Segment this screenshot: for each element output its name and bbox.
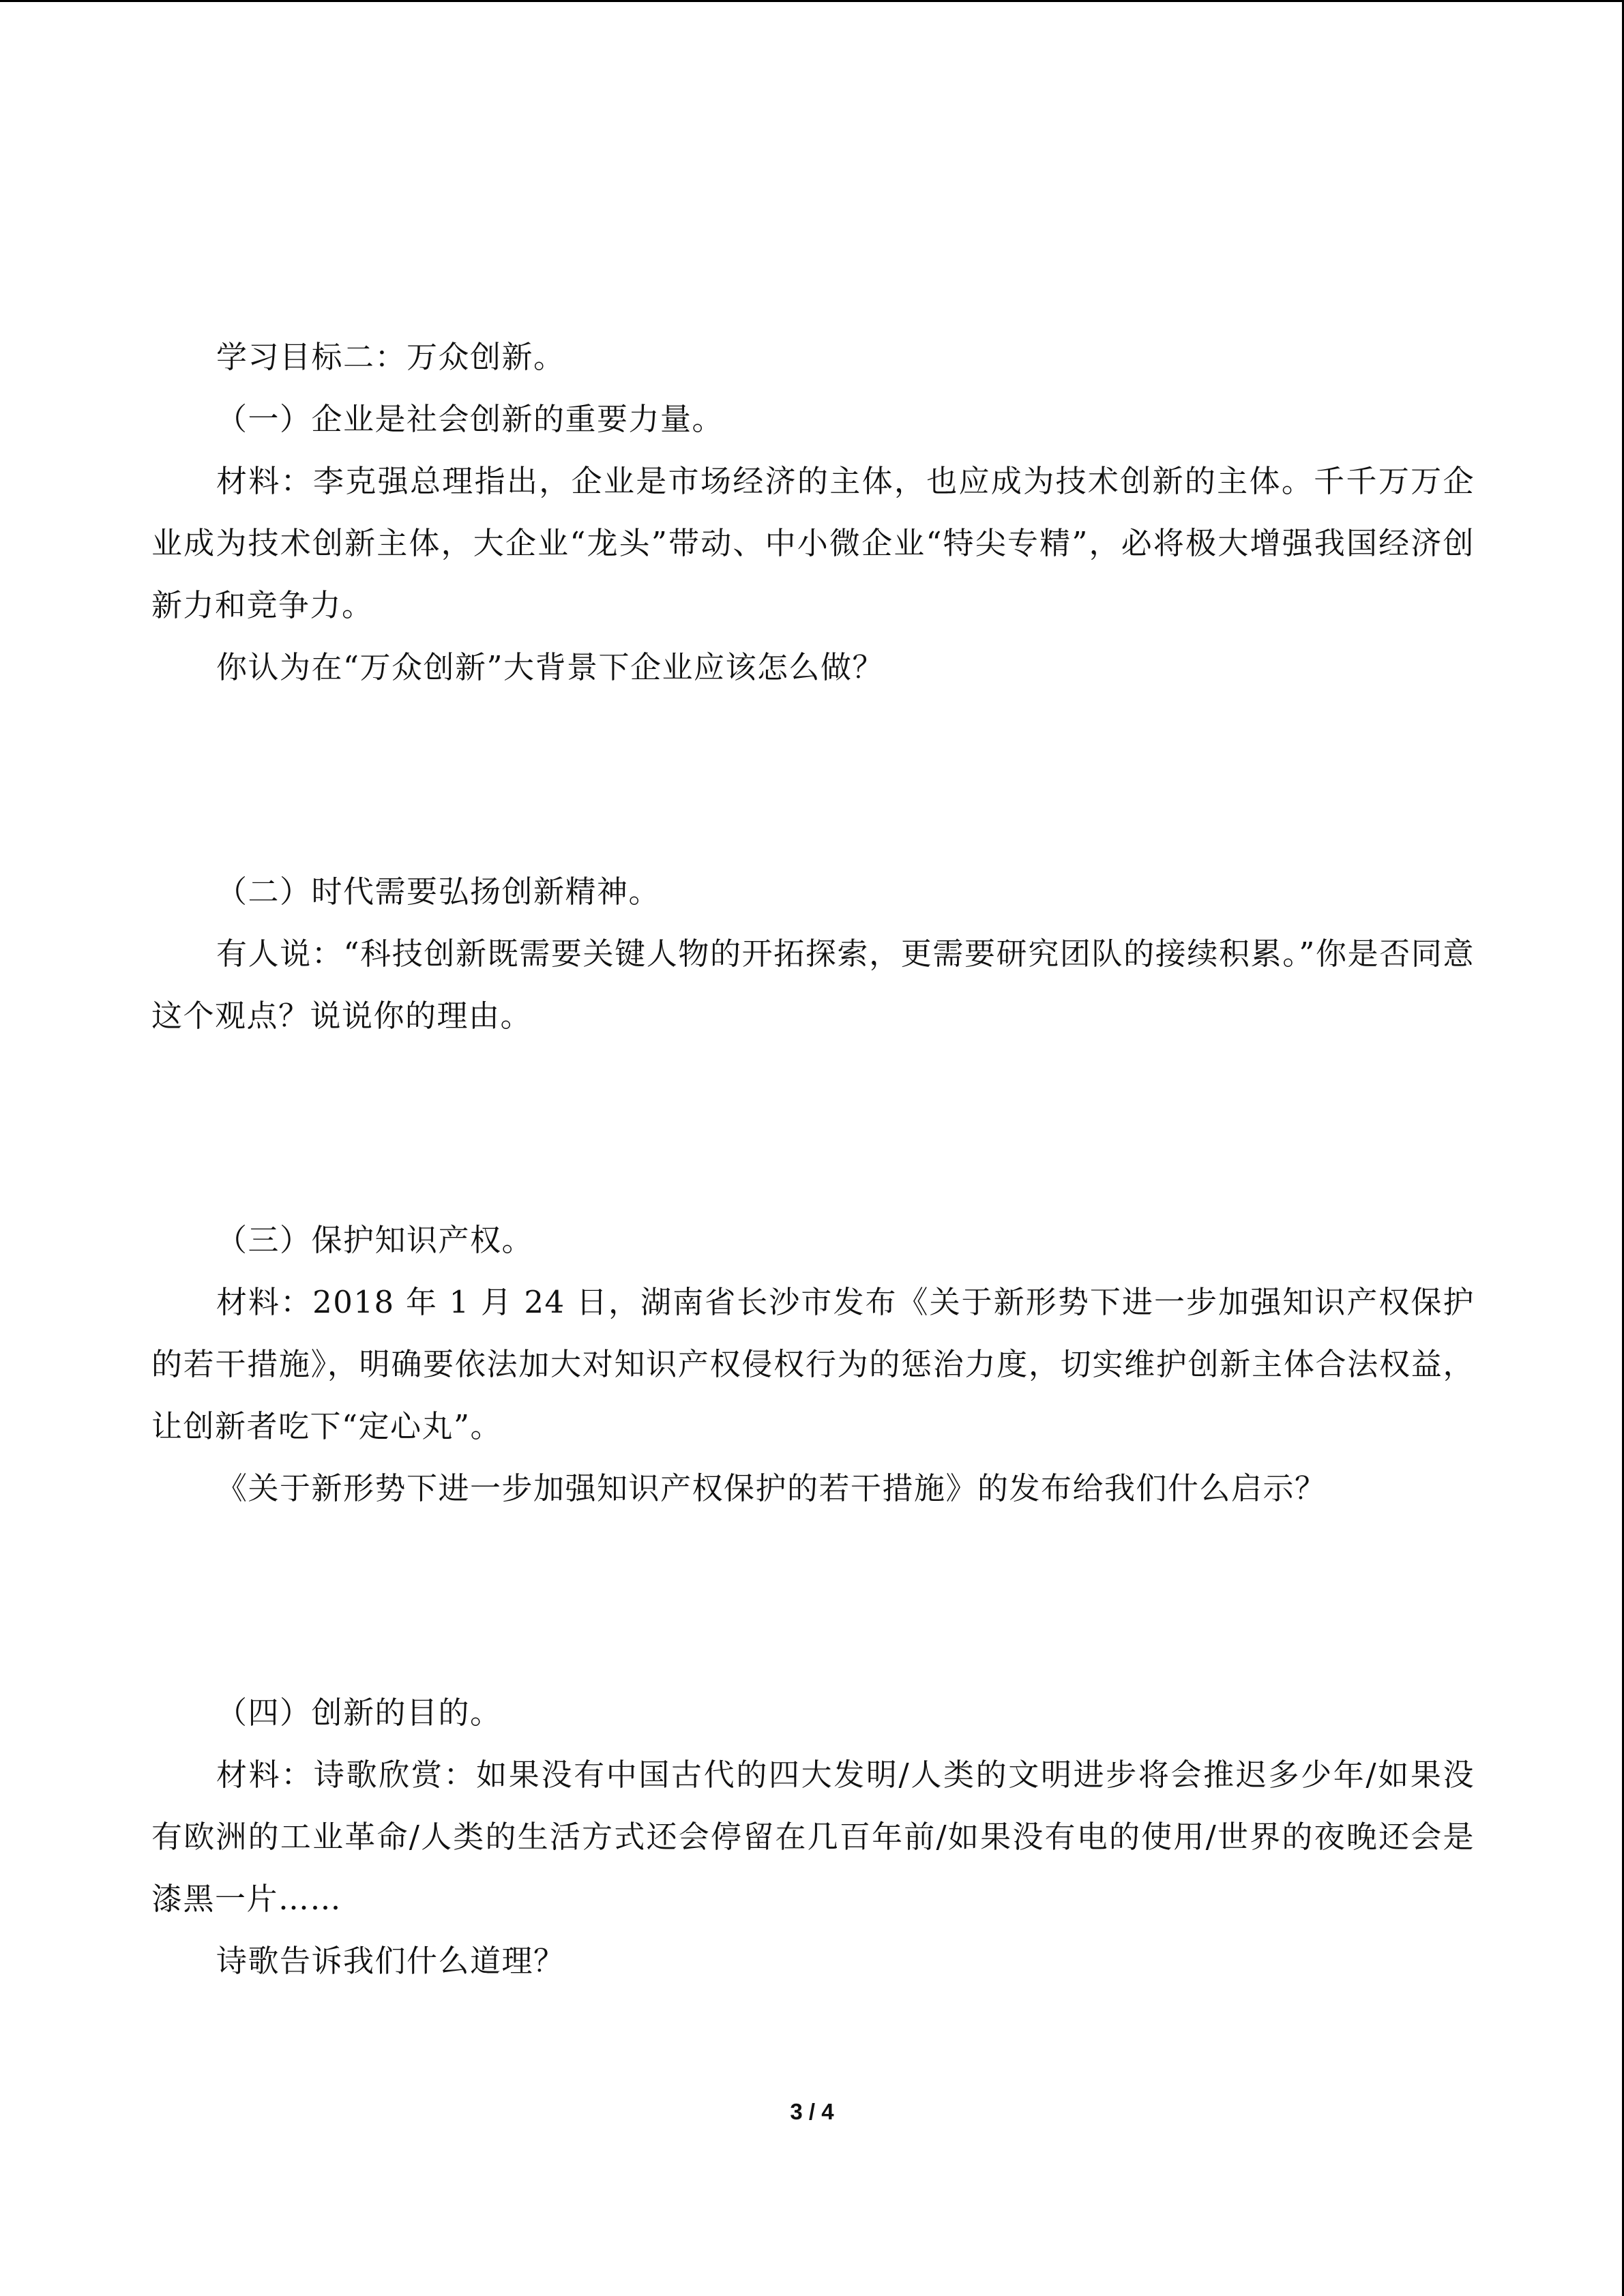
answer-space-3 bbox=[151, 1519, 1475, 1682]
section-4-question: 诗歌告诉我们什么道理？ bbox=[216, 1943, 565, 1979]
document-body bbox=[151, 326, 1475, 1992]
section-3-heading: （三）保护知识产权。 bbox=[216, 1222, 534, 1258]
section-4-material: 材料：诗歌欣赏：如果没有中国古代的四大发明/人类的文明进步将会推迟多少年/如果没有欧洲的工业革命/人类的生活方式还会停留在几百年前/如果没有电的使用/世界的夜晚还会是漆黑一片…… bbox=[151, 1757, 1475, 1917]
section-3-material: 材料：2018 年 1 月 24 日，湖南省长沙市发布《关于新形势下进一步加强知识产权保护的若干措施》，明确要依法加大对知识产权侵权行为的惩治力度，切实维护创新主体合法权益，让创新者吃下“定心丸”。 bbox=[151, 1284, 1475, 1444]
answer-space-1 bbox=[151, 698, 1475, 861]
page-number: 3 / 4 bbox=[790, 2099, 834, 2124]
section-1-heading: （一）企业是社会创新的重要力量。 bbox=[216, 401, 724, 437]
learning-goal-heading: 学习目标二：万众创新。 bbox=[216, 339, 565, 375]
section-3-question: 《关于新形势下进一步加强知识产权保护的若干措施》的发布给我们什么启示？ bbox=[216, 1470, 1327, 1506]
section-1-material: 材料：李克强总理指出，企业是市场经济的主体，也应成为技术创新的主体。千千万万企业成为技术创新主体，大企业“龙头”带动、中小微企业“特尖专精”，必将极大增强我国经济创新力和竞争力。 bbox=[151, 463, 1475, 623]
section-1-question: 你认为在“万众创新”大背景下企业应该怎么做？ bbox=[216, 649, 885, 685]
page-border-top bbox=[0, 0, 1624, 2]
section-2-question: 有人说：“科技创新既需要关键人物的开拓探索，更需要研究团队的接续积累。”你是否同意这个观点？说说你的理由。 bbox=[151, 936, 1475, 1034]
section-2-heading: （二）时代需要弘扬创新精神。 bbox=[216, 874, 661, 910]
answer-space-2 bbox=[151, 1047, 1475, 1209]
section-4-heading: （四）创新的目的。 bbox=[216, 1695, 502, 1731]
